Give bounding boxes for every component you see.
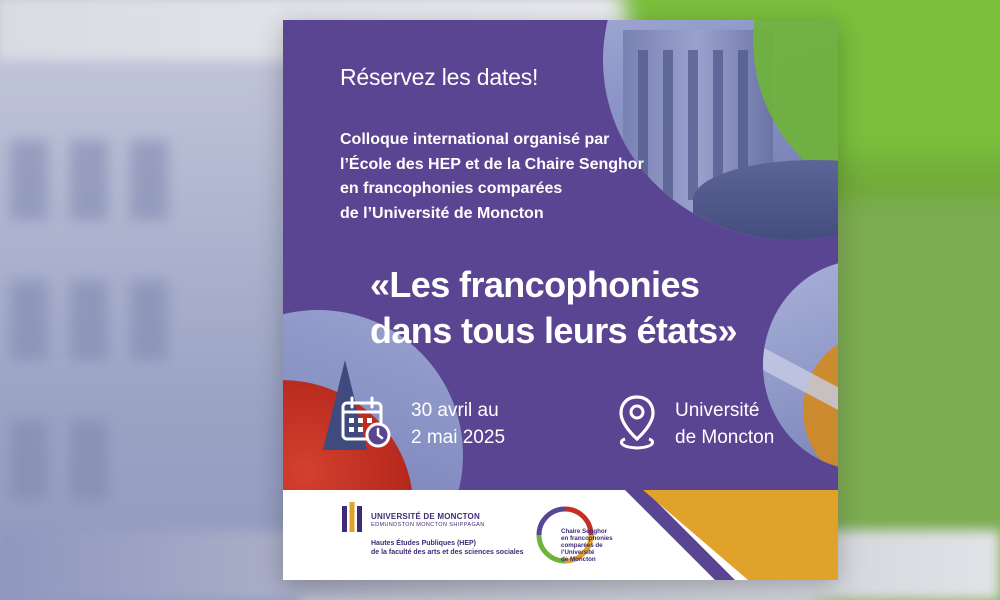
universite-de-moncton-logo — [341, 502, 363, 534]
event-dates: 30 avril au 2 mai 2025 — [411, 400, 506, 448]
save-the-date-heading: Réservez les dates! — [340, 64, 539, 90]
chaire-senghor-name: Chaire Senghor en francophonies comparées de l’Université de Moncton — [561, 528, 613, 563]
university-name: UNIVERSITÉ DE MONCTON — [371, 512, 480, 521]
event-title — [370, 262, 737, 354]
colloque-description — [340, 128, 670, 226]
colloque-line: Colloque international organisé par — [340, 131, 610, 148]
university-campuses: EDMUNDSTON MONCTON SHIPPAGAN — [371, 522, 485, 528]
event-title-line: dans tous leurs états» — [370, 310, 737, 351]
colloque-line: en francophonies comparées — [340, 180, 563, 197]
hep-affiliation: Hautes Études Publiques (HEP) de la faculté des arts et des sciences sociales — [371, 540, 524, 556]
background-building — [0, 60, 300, 600]
colloque-line: l’École des HEP et de la Chaire Senghor — [340, 155, 644, 173]
event-location: Université de Moncton — [675, 400, 775, 448]
calendar-clock-icon — [340, 395, 392, 449]
colloque-line: de l’Université de Moncton — [340, 204, 544, 222]
poster-footer — [283, 490, 838, 580]
event-title-line: «Les francophonies — [370, 264, 700, 305]
map-pin-icon — [615, 393, 659, 453]
event-poster — [283, 20, 838, 580]
